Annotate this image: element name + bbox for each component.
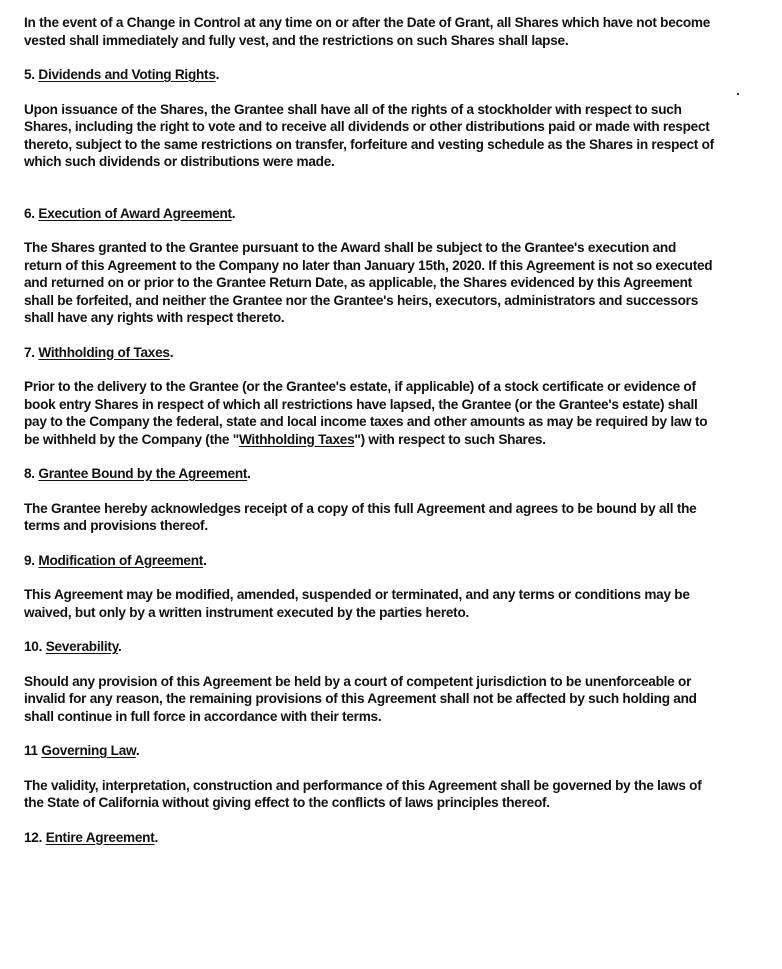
- section-9-title: Modification of Agreement: [38, 552, 204, 568]
- section-9-number: 9.: [24, 552, 35, 568]
- section-12-title: Entire Agreement: [45, 829, 155, 845]
- section-9-body: This Agreement may be modified, amended, suspended or terminated, and any terms or conditions may be waived, but only by a written instrument executed by the parties hereto.: [24, 587, 690, 620]
- section-12-suffix: .: [154, 829, 159, 845]
- document-page: [24, 14, 714, 863]
- section-11-number: 11: [24, 743, 38, 758]
- section-11-suffix: .: [135, 743, 140, 758]
- section-8-number: 8.: [24, 466, 35, 481]
- section-12-number: 12.: [24, 829, 43, 845]
- section-7-body-pre: Prior to the delivery to the Grantee (or the Grantee's estate, if applicable) of a stock certificate or evidence of book entry Shares in respect of which all restrictions have lapsed, the Grantee (or the Grantee's estate) shall pay to the Company the federal, state and local income taxes and other amounts as may be required by law to be withheld by the Company (the ": [24, 379, 708, 447]
- section-11-body: The validity, interpretation, construction and performance of this Agreement shall be governed by the laws of the State of California without giving effect to the conflicts of laws principles thereof.: [24, 777, 702, 810]
- withholding-taxes-term: Withholding Taxes: [238, 431, 355, 447]
- section-10-suffix: .: [118, 639, 122, 654]
- section-6-number: 6.: [24, 205, 35, 221]
- section-6-title: Execution of Award Agreement: [38, 205, 232, 221]
- section-7-number: 7.: [24, 344, 35, 360]
- section-11-title: Governing Law: [41, 743, 136, 758]
- section-5-heading: [24, 66, 714, 84]
- section-7-heading: [24, 344, 714, 362]
- section-5-title: Dividends and Voting Rights: [38, 67, 216, 82]
- section-7-body: [24, 378, 714, 448]
- section-12-heading: [24, 829, 714, 847]
- section-9-suffix: .: [203, 552, 207, 568]
- section-10-title: Severability: [45, 639, 118, 654]
- section-9-heading: [24, 552, 714, 570]
- section-6-body: The Shares granted to the Grantee pursuant to the Award shall be subject to the Grantee's execution and return of this Agreement to the Company no later than January 15th, 2020. If this Agreement is not so executed and returned on or prior to the Grantee Return Date, as applicable, the Shares evidenced by this Agreement shall be forfeited, and neither the Grantee nor the Grantee's heirs, executors, administrators and successors shall have any rights with respect thereto.: [24, 240, 713, 325]
- intro-paragraph: In the event of a Change in Control at any time on or after the Date of Grant, all Shares which have not become vested shall immediately and fully vest, and the restrictions on such Shares shall lapse.: [24, 15, 711, 48]
- section-5-suffix: .: [215, 67, 220, 82]
- scan-speck: [737, 93, 739, 95]
- section-5-body: Upon issuance of the Shares, the Grantee shall have all of the rights of a stockholder with respect to such Shares, including the right to vote and to receive all dividends or other distributions paid or made with respect thereto, subject to the same restrictions on transfer, forfeiture and vesting schedule as the Shares in respect of which such dividends or distributions were made.: [24, 101, 714, 169]
- section-10-heading: [24, 638, 714, 656]
- section-7-title: Withholding of Taxes: [38, 344, 170, 360]
- section-6-heading: [24, 205, 714, 223]
- section-8-title: Grantee Bound by the Agreement: [38, 466, 248, 481]
- section-8-body: The Grantee hereby acknowledges receipt of a copy of this full Agreement and agrees to be bound by all the terms and provisions thereof.: [24, 500, 697, 533]
- section-11-heading: [24, 742, 714, 760]
- section-10-body: Should any provision of this Agreement be held by a court of competent jurisdiction to be unenforceable or invalid for any reason, the remaining provisions of this Agreement shall not be affected by such holding and shall continue in full force in accordance with their terms.: [24, 673, 697, 724]
- section-7-suffix: .: [169, 344, 174, 360]
- section-8-suffix: .: [247, 466, 251, 481]
- section-7-body-post: ") with respect to such Shares.: [354, 431, 546, 447]
- section-6-suffix: .: [231, 205, 236, 221]
- section-5-number: 5.: [24, 67, 35, 82]
- section-8-heading: [24, 465, 714, 483]
- section-10-number: 10.: [24, 639, 43, 654]
